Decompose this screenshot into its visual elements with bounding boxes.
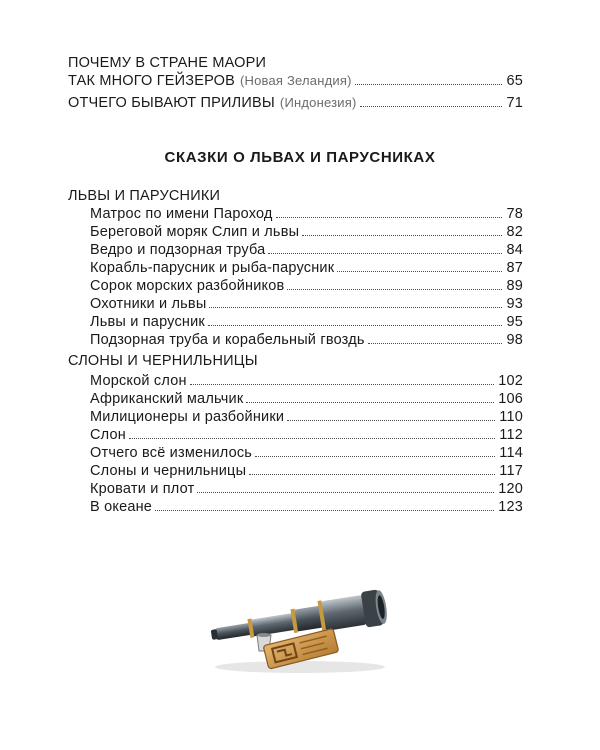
toc-entry-page: 95 bbox=[506, 314, 523, 330]
group-title: СЛОНЫ И ЧЕРНИЛЬНИЦЫ bbox=[68, 353, 258, 369]
dot-leader bbox=[360, 105, 503, 107]
dot-leader bbox=[155, 509, 494, 511]
toc-entry-page: 78 bbox=[506, 206, 523, 222]
dot-leader bbox=[197, 491, 494, 493]
dot-leader bbox=[268, 252, 502, 254]
toc-entry[interactable] bbox=[68, 70, 523, 92]
toc-entry-title: Береговой моряк Слип и львы bbox=[90, 224, 300, 240]
toc-entry-title: Милиционеры и разбойники bbox=[90, 409, 285, 425]
toc-entry-page: 71 bbox=[506, 95, 523, 111]
dot-leader bbox=[368, 342, 503, 344]
dot-leader bbox=[208, 324, 503, 326]
dot-leader bbox=[287, 419, 495, 421]
dot-leader bbox=[129, 437, 495, 439]
toc-entry-title: Слон bbox=[90, 427, 126, 443]
toc-entry-title: В океане bbox=[90, 499, 153, 515]
toc-entry-title: Кровати и плот bbox=[90, 481, 195, 497]
toc-entry-title: Подзорная труба и корабельный гвоздь bbox=[90, 332, 365, 348]
toc-entry-page: 117 bbox=[499, 463, 523, 479]
toc-entry-page: 112 bbox=[499, 427, 523, 443]
toc-entry-page: 123 bbox=[498, 499, 523, 515]
toc-entry-page: 98 bbox=[506, 332, 523, 348]
dot-leader bbox=[337, 270, 502, 272]
toc-entry-title: Слоны и чернильницы bbox=[90, 463, 247, 479]
toc-entry-note: (Индонезия) bbox=[279, 95, 357, 110]
telescope-illustration bbox=[205, 585, 395, 675]
toc-entry-page: 102 bbox=[498, 373, 523, 389]
toc-entry-page: 89 bbox=[506, 278, 523, 294]
toc-entry-title: Матрос по имени Пароход bbox=[90, 206, 273, 222]
dot-leader bbox=[255, 455, 495, 457]
dot-leader bbox=[302, 234, 502, 236]
toc-entry-title: ОТЧЕГО БЫВАЮТ ПРИЛИВЫ bbox=[68, 95, 275, 111]
section-title: СКАЗКИ О ЛЬВАХ И ПАРУСНИКАХ bbox=[164, 149, 436, 166]
dot-leader bbox=[209, 306, 502, 308]
toc-entry-title: Морской слон bbox=[90, 373, 187, 389]
dot-leader bbox=[287, 288, 502, 290]
dot-leader bbox=[190, 383, 495, 385]
toc-entry[interactable] bbox=[90, 496, 523, 518]
toc-entry-title: Ведро и подзорная труба bbox=[90, 242, 266, 258]
group-title: ЛЬВЫ И ПАРУСНИКИ bbox=[68, 188, 221, 204]
toc-entry[interactable] bbox=[90, 329, 523, 351]
toc-entry-page: 110 bbox=[499, 409, 523, 425]
dot-leader bbox=[276, 216, 503, 218]
toc-entry-title: Африканский мальчик bbox=[90, 391, 244, 407]
toc-entry-page: 93 bbox=[506, 296, 523, 312]
dot-leader bbox=[249, 473, 495, 475]
toc-entry-page: 84 bbox=[506, 242, 523, 258]
toc-entry-page: 120 bbox=[498, 481, 523, 497]
dot-leader bbox=[246, 401, 494, 403]
toc-entry-title: Корабль-парусник и рыба-парусник bbox=[90, 260, 335, 276]
toc-entry-title: Львы и парусник bbox=[90, 314, 205, 330]
toc-entry-note: (Новая Зеландия) bbox=[239, 73, 352, 88]
toc-entry-page: 114 bbox=[499, 445, 523, 461]
dot-leader bbox=[355, 83, 503, 85]
telescope-and-map-icon bbox=[205, 585, 395, 675]
toc-entry[interactable] bbox=[68, 92, 523, 114]
toc-entry-title: ТАК МНОГО ГЕЙЗЕРОВ bbox=[68, 73, 235, 89]
toc-entry-page: 106 bbox=[498, 391, 523, 407]
toc-entry-title: Охотники и львы bbox=[90, 296, 207, 312]
toc-entry-title: Отчего всё изменилось bbox=[90, 445, 253, 461]
toc-entry-line1: ПОЧЕМУ В СТРАНЕ МАОРИ bbox=[68, 55, 267, 71]
toc-entry-page: 65 bbox=[506, 73, 523, 89]
toc-entry-title: Сорок морских разбойников bbox=[90, 278, 285, 294]
toc-entry-page: 87 bbox=[506, 260, 523, 276]
toc-entry-page: 82 bbox=[506, 224, 523, 240]
